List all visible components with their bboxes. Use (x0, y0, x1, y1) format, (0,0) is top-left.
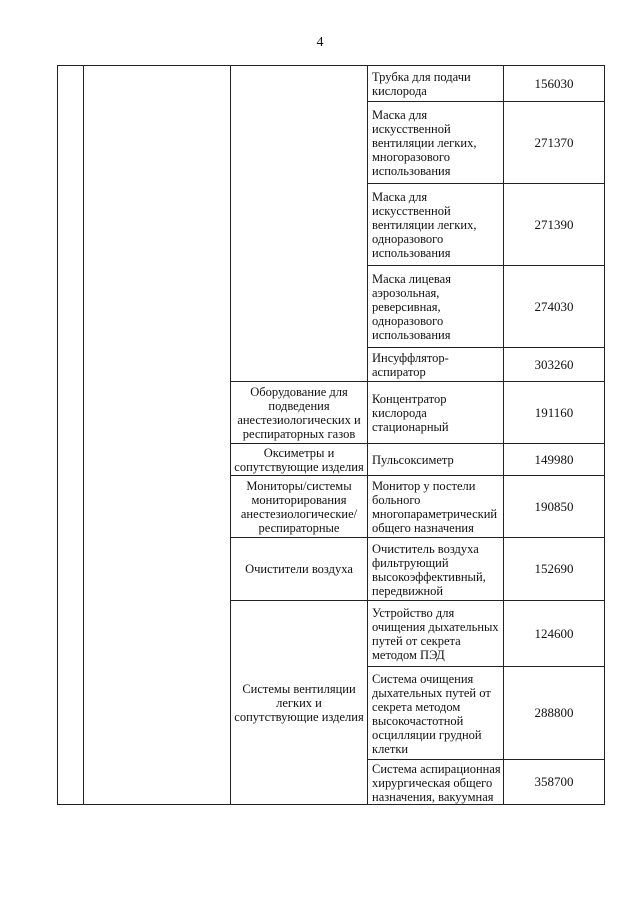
cell-text-line: осцилляции грудной (372, 727, 482, 742)
cell-text-line: Монитор у постели (372, 479, 476, 493)
cell-text-line: Маска лицевая (372, 272, 451, 286)
cell-text-line: Инсуффлятор- (372, 351, 449, 365)
cell-text-line: мониторирования (251, 492, 347, 507)
page-number: 4 (316, 35, 324, 50)
item-name-cell (368, 348, 503, 381)
item-code-cell: 190850 (534, 498, 574, 514)
cell-text-line: респираторные (258, 520, 340, 535)
item-name-cell (368, 444, 503, 475)
cell-text-line: стационарный (372, 420, 449, 434)
cell-text-line: искусственной (372, 204, 451, 218)
cell-text-line: высокочастотной (372, 713, 464, 728)
item-code-cell: 156030 (534, 75, 574, 91)
item-name-cell (368, 266, 503, 347)
category-cell (231, 601, 367, 804)
cell-text-line: искусственной (372, 122, 451, 136)
item-code-cell: 271390 (534, 216, 574, 232)
cell-text-line: Трубка для подачи (372, 70, 471, 84)
cell-text-line: Системы вентиляции (242, 681, 356, 696)
item-code-cell: 358700 (534, 774, 574, 789)
cell-text-line: Маска для (372, 190, 428, 204)
item-name-cell (368, 760, 503, 804)
cell-text-line: фильтрующий (372, 555, 449, 570)
cell-text-line: вентиляции легких, (372, 136, 477, 150)
category-cell (231, 538, 367, 600)
item-name-cell (368, 382, 503, 443)
cell-text-line: дыхательных путей от (372, 685, 491, 700)
cell-text-line: методом ПЭД (372, 648, 445, 662)
cell-text-line: легких и (276, 695, 322, 710)
cell-text-line: Очистители воздуха (245, 562, 353, 576)
cell-text-line: сопутствующие изделия (234, 459, 364, 474)
category-cell (231, 476, 367, 537)
cell-text-line: анестезиологических и (237, 412, 361, 427)
column-divider (57, 65, 58, 804)
cell-text-line: реверсивная, (372, 300, 441, 314)
cell-text-line: передвижной (372, 583, 444, 598)
item-code-cell: 191160 (534, 404, 574, 420)
item-name-cell (368, 66, 503, 101)
cell-text-line: использования (372, 246, 451, 260)
item-name-cell (368, 538, 503, 600)
cell-text-line: Пульсоксиметр (372, 453, 454, 467)
cell-text-line: подведения (268, 398, 330, 413)
cell-text-line: Очиститель воздуха (372, 541, 479, 556)
cell-text-line: путей от секрета (372, 634, 461, 648)
column-divider (83, 65, 84, 804)
cell-text-line: сопутствующие изделия (234, 709, 364, 724)
cell-text-line: вентиляции легких, (372, 218, 477, 232)
cell-text-line: больного (372, 493, 421, 507)
cell-text-line: использования (372, 164, 451, 178)
cell-text-line: аспиратор (372, 365, 426, 379)
cell-text-line: Концентратор (372, 392, 447, 406)
cell-text-line: одноразового (372, 314, 444, 328)
cell-text-line: аэрозольная, (372, 286, 440, 300)
cell-text-line: многоразового (372, 150, 450, 164)
cell-text-line: анестезиологические/ (240, 506, 358, 521)
item-name-cell (368, 601, 503, 666)
cell-text-line: респираторных газов (242, 426, 356, 441)
item-code-cell: 288800 (534, 705, 574, 720)
item-name-cell (368, 102, 503, 183)
cell-text-line: кислорода (372, 84, 427, 98)
table-bottom-border (57, 804, 605, 805)
category-cell (231, 444, 367, 475)
cell-text-line: многопараметрический (372, 507, 498, 521)
item-name-cell (368, 184, 503, 265)
cell-text-line: использования (372, 328, 451, 342)
cell-text-line: очищения дыхательных (372, 620, 499, 634)
item-name-cell (368, 476, 503, 537)
cell-text-line: клетки (372, 741, 409, 756)
cell-text-line: Оборудование для (250, 384, 348, 399)
item-code-cell: 274030 (534, 298, 574, 314)
item-code-cell: 152690 (534, 561, 574, 576)
cell-text-line: Оксиметры и (263, 445, 335, 460)
cell-text-line: Устройство для (372, 606, 455, 620)
column-divider (604, 65, 605, 804)
category-cell (231, 382, 367, 443)
cell-text-line: кислорода (372, 406, 427, 420)
cell-text-line: назначения, вакуумная (372, 789, 494, 804)
cell-text-line: секрета методом (372, 699, 461, 714)
cell-text-line: высокоэффективный, (372, 569, 486, 584)
item-code-cell: 303260 (534, 356, 574, 372)
cell-text-line: Система очищения (372, 671, 474, 686)
item-name-cell (368, 667, 503, 759)
cell-text-line: Маска для (372, 108, 428, 122)
cell-text-line: Мониторы/системы (246, 478, 352, 493)
cell-text-line: общего назначения (372, 521, 474, 535)
item-code-cell: 149980 (534, 451, 574, 467)
item-code-cell: 124600 (534, 625, 574, 641)
cell-text-line: одноразового (372, 232, 444, 246)
item-code-cell: 271370 (534, 134, 574, 150)
cell-text-line: хирургическая общего (372, 775, 493, 790)
cell-text-line: Система аспирационная (372, 761, 501, 776)
